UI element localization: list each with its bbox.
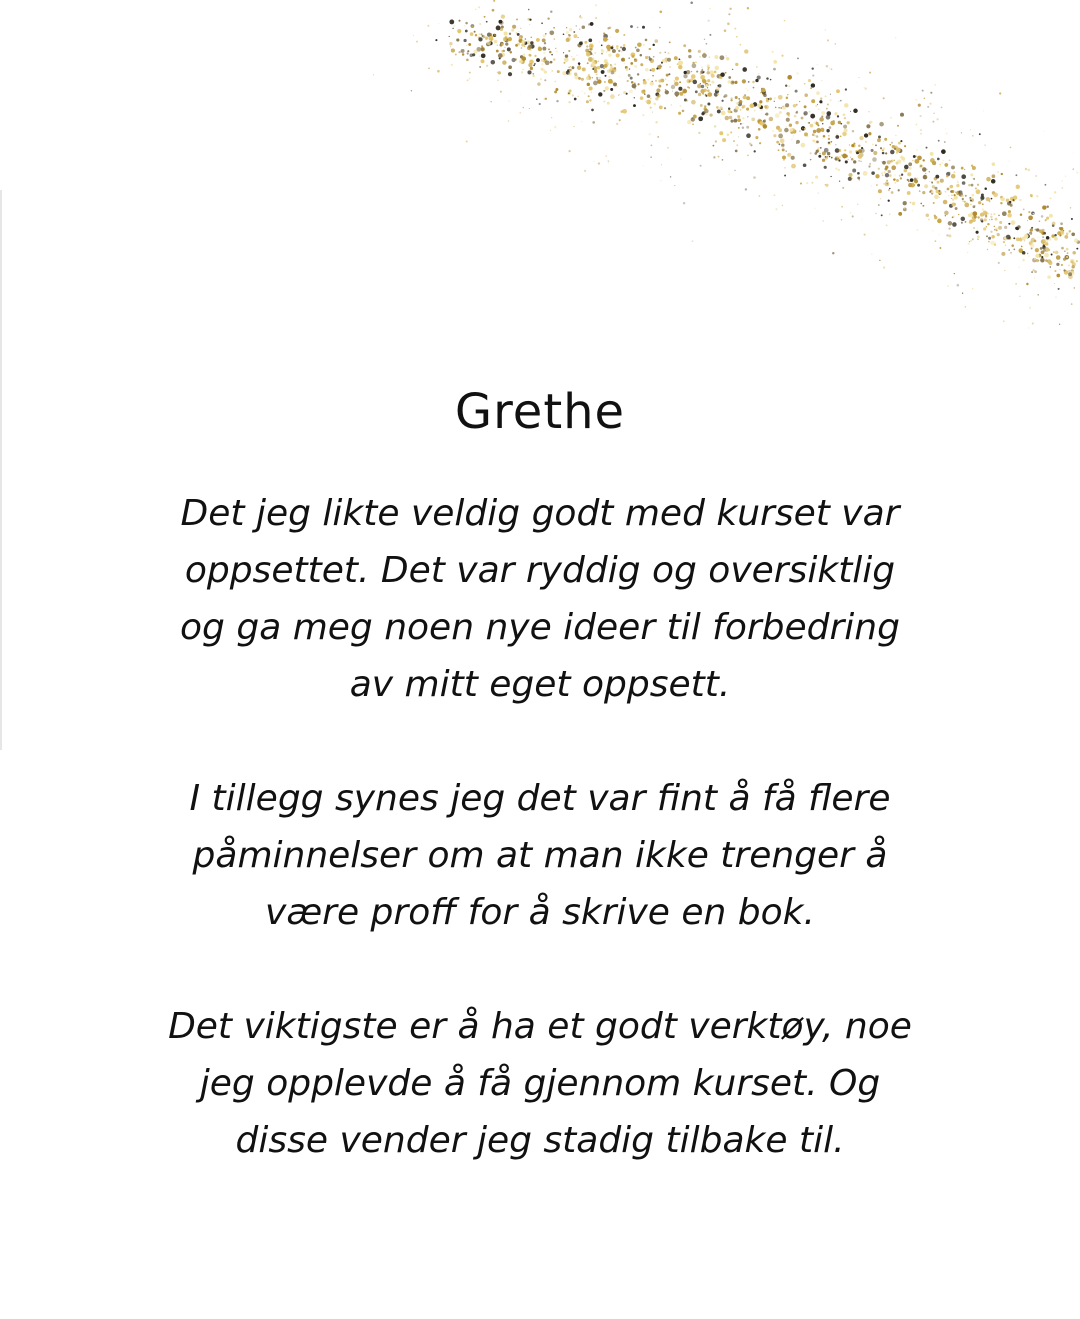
quote-line: Det jeg likte veldig godt med kurset var [180,493,900,534]
left-edge-divider [0,190,2,750]
quote-line: Det viktigste er å ha et godt verktøy, noe [168,1006,912,1047]
quote-line: av mitt eget oppsett. [349,664,731,705]
quote-line: og ga meg noen nye ideer til forbedring [180,607,900,648]
quote-paragraph [100,998,980,1169]
quote-paragraph [100,485,980,713]
testimonial-author-name: Grethe [454,384,626,440]
quote-line: oppsettet. Det var ryddig og oversiktlig [184,550,896,591]
quote-line: jeg opplevde å få gjennom kurset. Og [199,1063,881,1104]
quote-line: I tillegg synes jeg det var fint å få flere [189,778,891,819]
quote-line: være proff for å skrive en bok. [265,892,815,933]
quote-paragraph [100,770,980,941]
quote-line: disse vender jeg stadig tilbake til. [235,1120,845,1161]
testimonial-quote [100,485,980,1226]
quote-line: påminnelser om at man ikke trenger å [192,835,888,876]
